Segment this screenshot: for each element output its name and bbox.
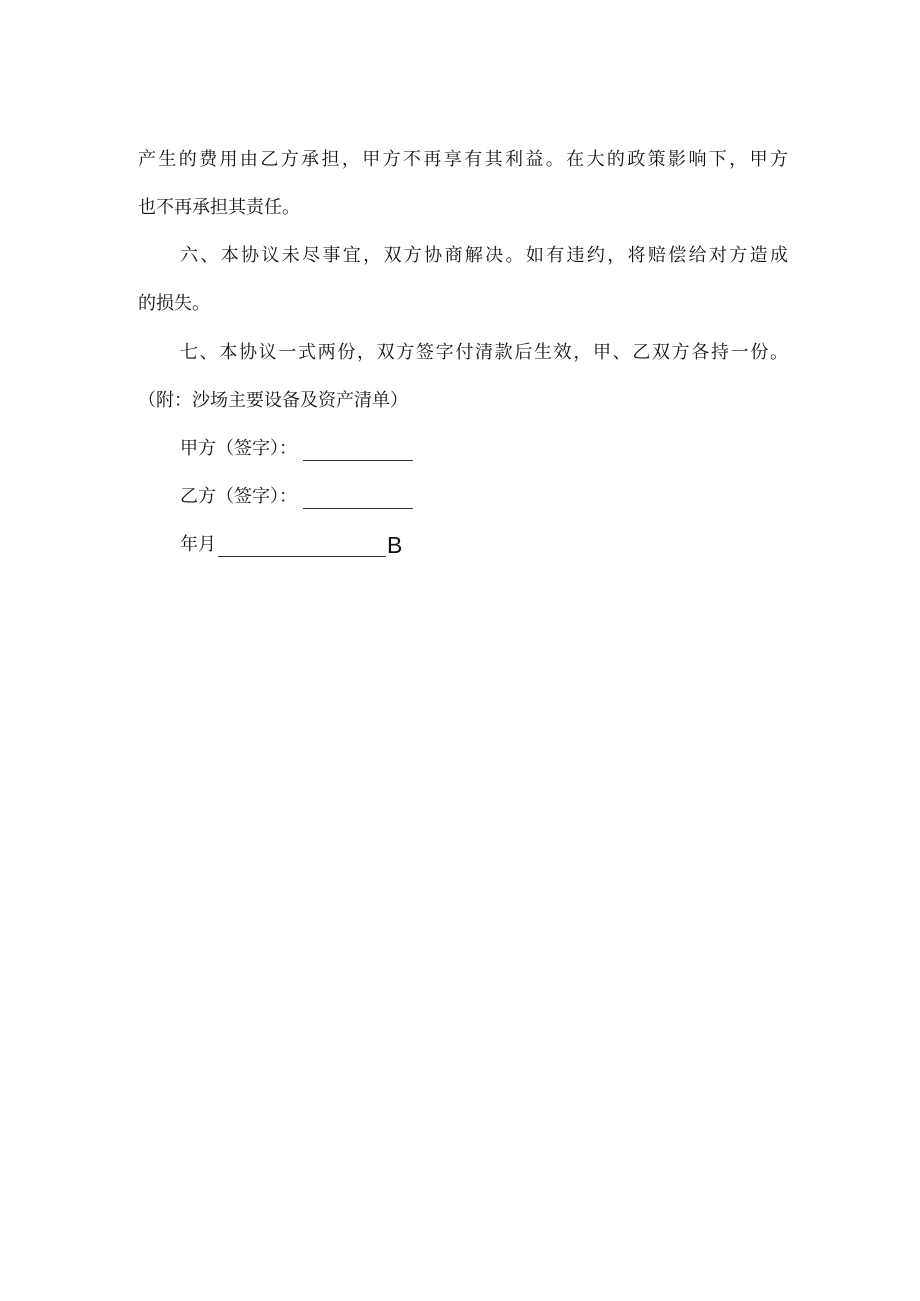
date-row (180, 533, 402, 557)
attachment-note: （附：沙场主要设备及资产清单） (138, 390, 408, 411)
party-a-signature-blank[interactable] (303, 442, 413, 461)
party-b-signature-row (180, 485, 413, 509)
party-a-label: 甲方（签字）： (180, 438, 297, 459)
party-b-signature-blank[interactable] (303, 490, 413, 509)
paragraph-line: 产生的费用由乙方承担，甲方不再享有其利益。在大的政策影响下，甲方 (138, 149, 788, 170)
paragraph-line: 也不再承担其责任。 (138, 197, 300, 218)
date-suffix: B (387, 532, 403, 558)
date-blank[interactable] (218, 538, 386, 557)
paragraph-line: 的损失。 (138, 293, 210, 314)
party-a-signature-row (180, 437, 413, 461)
party-b-label: 乙方（签字）： (180, 486, 297, 507)
clause-seven-line: 七、本协议一式两份，双方签字付清款后生效，甲、乙双方各持一份。 (180, 342, 788, 363)
date-label: 年月 (180, 534, 216, 555)
clause-six-line: 六、本协议未尽事宜，双方协商解决。如有违约，将赔偿给对方造成 (180, 245, 788, 266)
